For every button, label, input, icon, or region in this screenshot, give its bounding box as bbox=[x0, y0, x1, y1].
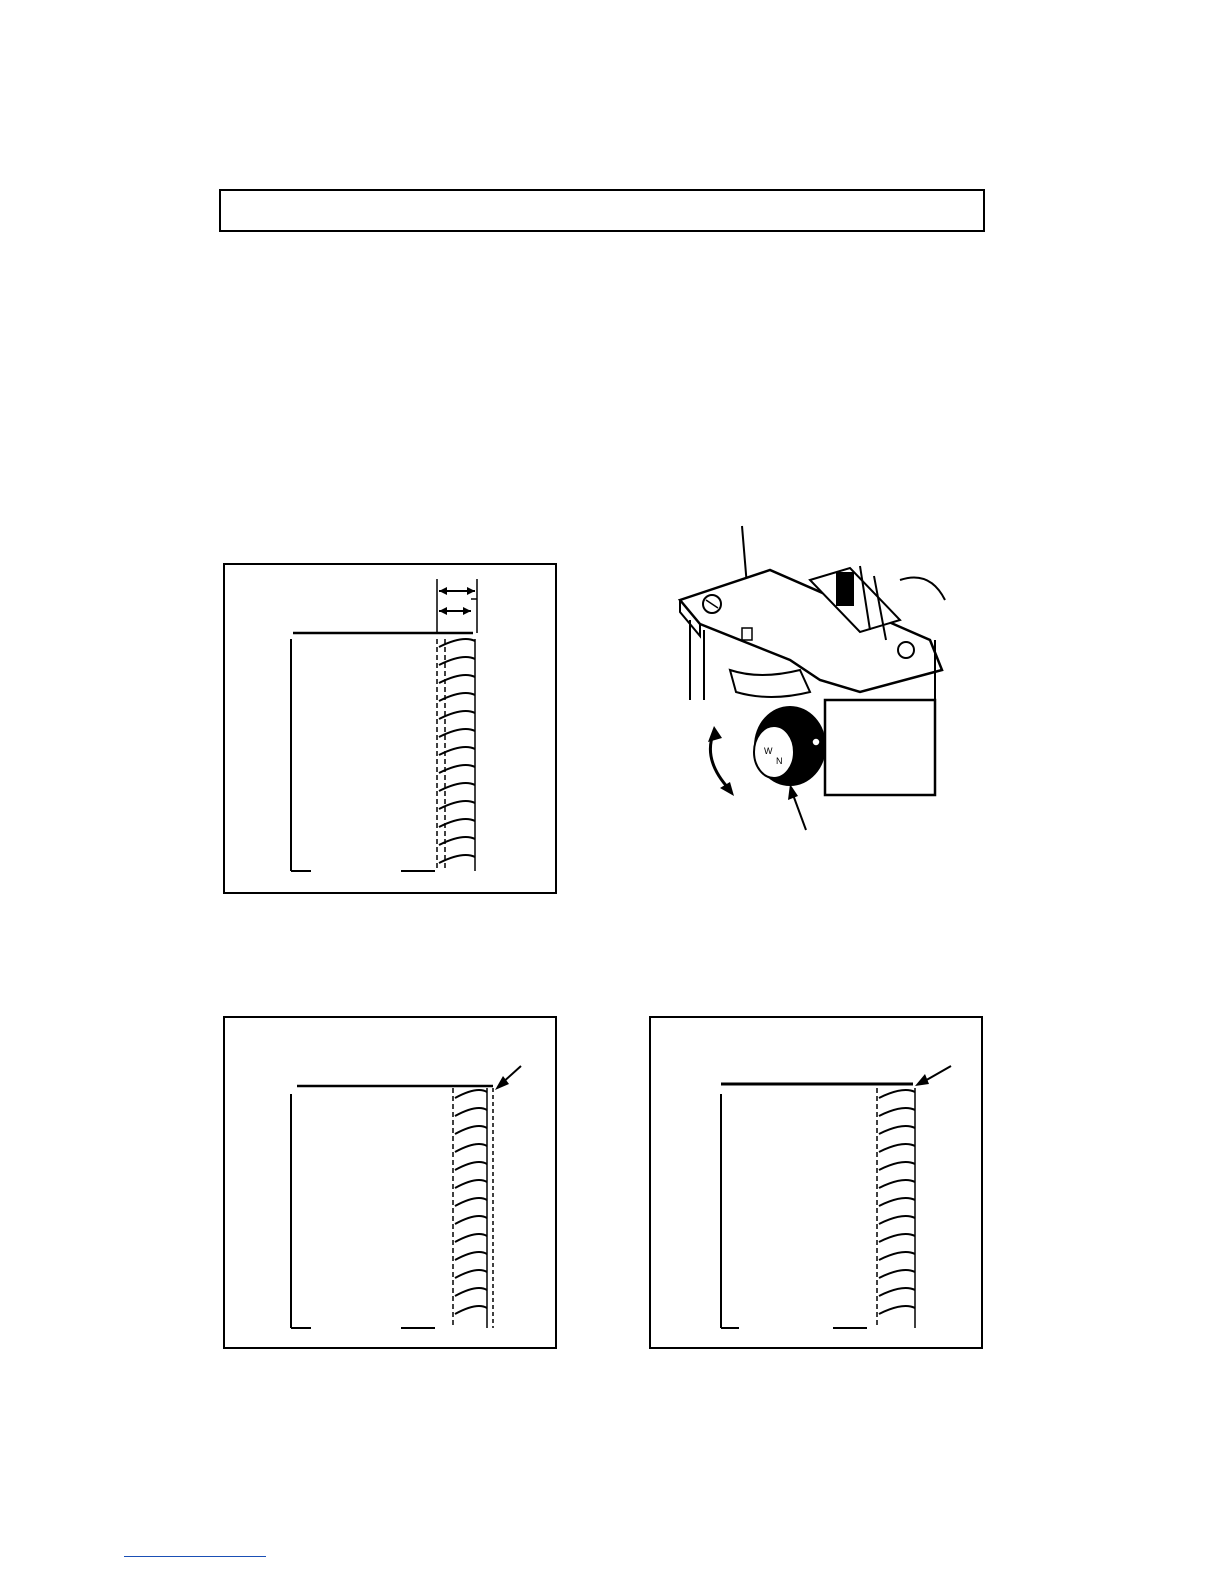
section-title-box bbox=[219, 189, 985, 232]
stitch-width-diagram bbox=[223, 563, 557, 894]
footer-link-underline bbox=[124, 1556, 266, 1557]
stitch-narrow-diagram bbox=[223, 1016, 557, 1349]
machine-knob-illustration bbox=[660, 520, 960, 850]
svg-text:W: W bbox=[764, 746, 773, 756]
stitch-edge-diagram bbox=[649, 1016, 983, 1349]
svg-text:N: N bbox=[776, 756, 783, 766]
